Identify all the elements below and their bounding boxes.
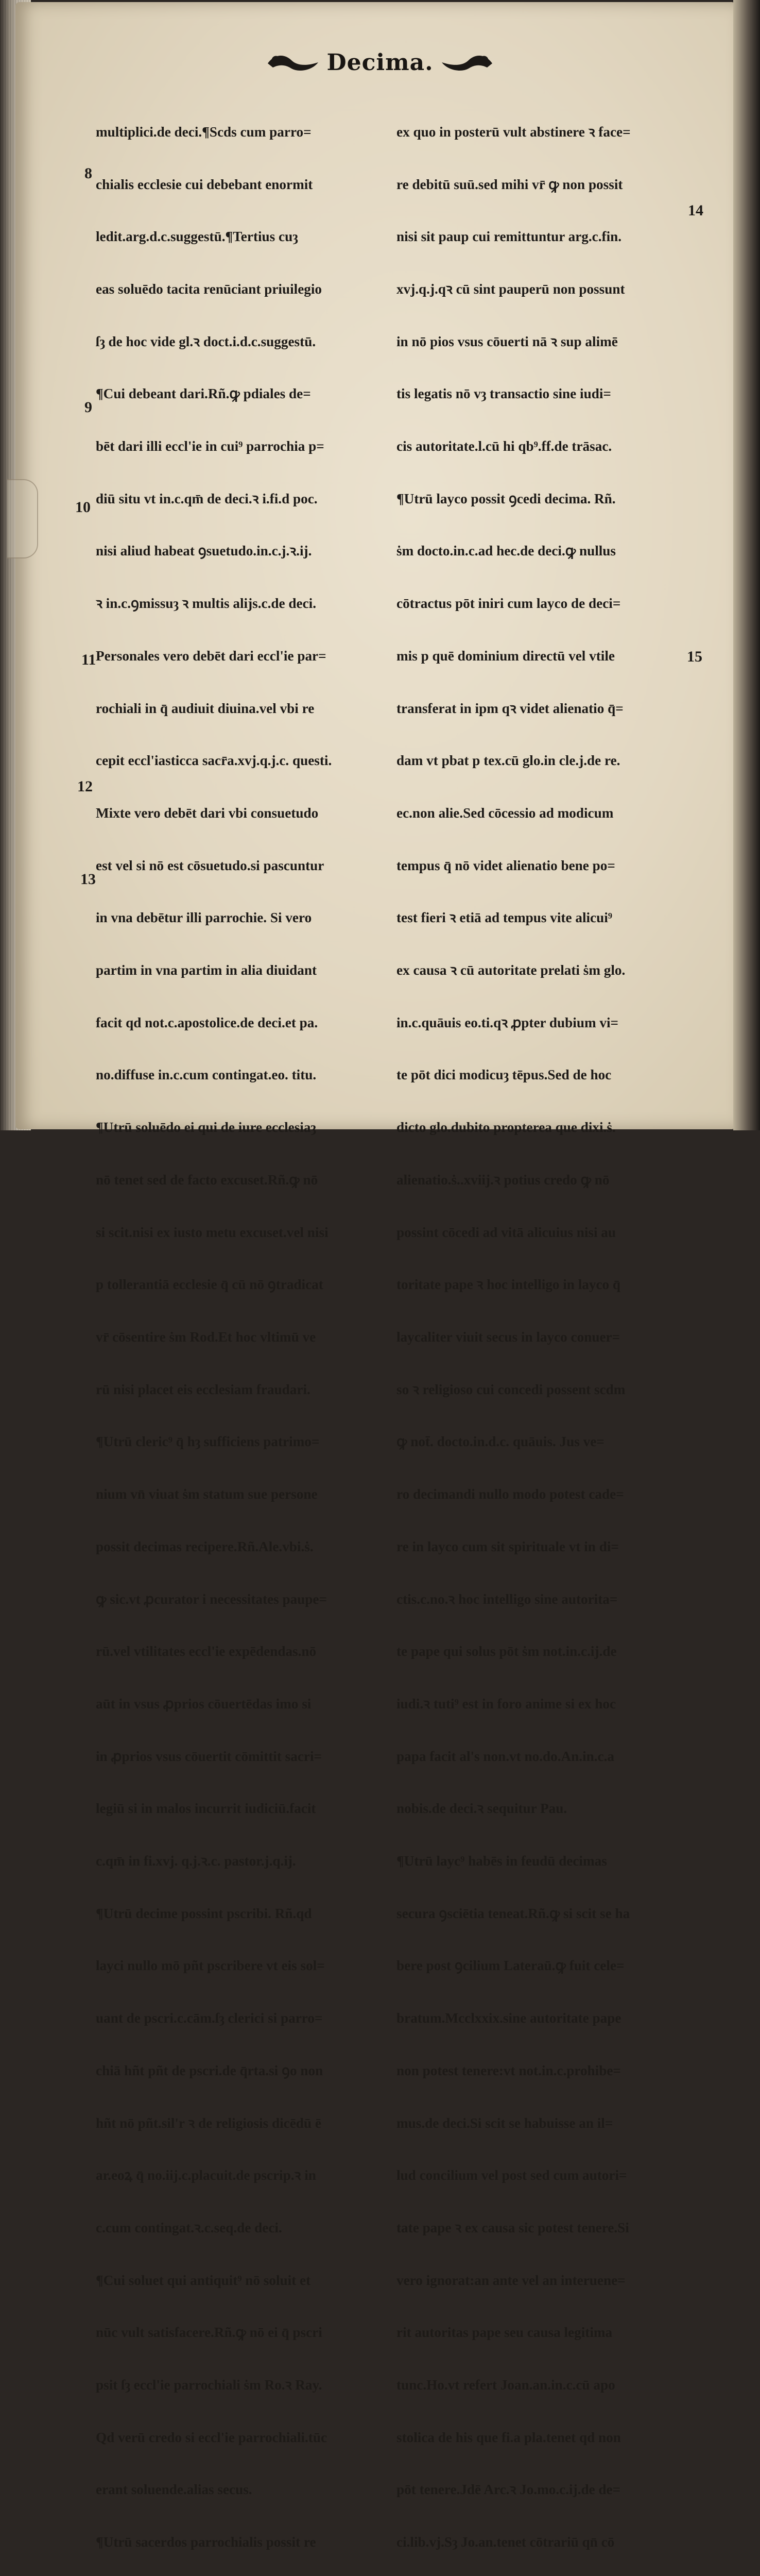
margin-number: 13 xyxy=(80,871,96,888)
text-line: diū situ vt in.c.qm̄ de deci.ꝛ i.fi.d poc. xyxy=(96,490,318,506)
text-line: possit decimas recipere.Rñ.Ale.vbi.ṡ. xyxy=(96,1538,314,1554)
left-text-column xyxy=(96,89,332,2576)
text-line: Mixte vero debēt dari vbi consuetudo xyxy=(96,805,319,821)
text-line: no.diffuse in.c.cum contingat.eo. titu. xyxy=(96,1067,317,1083)
text-line: nium vn̄ viuat ṡm statum sue persone xyxy=(96,1486,318,1502)
text-line: rū.vel vtilitates eccl'ie expēdendas.nō xyxy=(96,1643,317,1659)
text-line: vero ignorat:an ante vel an interuene= xyxy=(396,2272,626,2288)
running-head-title: Decima. xyxy=(326,49,434,76)
text-line: alienatio.ṡ..xviij.ꝛ potius credo ꝙ nō xyxy=(396,1172,610,1188)
text-line: possint cōcedi ad vitā alicuius nisi au xyxy=(396,1224,616,1240)
text-line: ar.eoꝝ q̄ no.iij.c.placuit.de pscrip.ꝛ in xyxy=(96,2167,316,2183)
text-line: multiplici.de deci.¶Scds cum parro= xyxy=(96,124,312,140)
text-line: mis p quē dominium directū vel vtile xyxy=(396,648,615,664)
text-line: facit qd not.c.apostolice.de deci.et pa. xyxy=(96,1014,318,1030)
text-line: ci.lib.vj.Sȝ Jo.an.tenet cōtrariū qn̄ cō xyxy=(396,2534,615,2550)
text-line: cis autoritate.l.cū hi qb⁹.ff.de trāsac. xyxy=(396,438,612,454)
text-line: ro decimandi nullo modo potest cade= xyxy=(396,1486,624,1502)
text-line: est vel si nō est cōsuetudo.si pascuntur xyxy=(96,857,324,873)
text-line: tate pape ꝛ ex causa sic potest tenere.Si xyxy=(396,2219,629,2235)
text-line: test fieri ꝛ etiā ad tempus vite alicui⁹ xyxy=(396,910,612,926)
text-line: ꝛ in.c.ꝯmissuȝ ꝛ multis alijs.c.de deci. xyxy=(96,596,316,612)
text-line: dicto glo.dubito propterea que dixi.ṡ. xyxy=(396,1120,616,1136)
text-line: bere post ꝯcilium Lateraū.ꝙ fuit cele= xyxy=(396,1958,625,1974)
text-line: cōtractus pōt iniri cum layco de deci= xyxy=(396,596,621,612)
text-line: ¶Utrū decime possint pscribi. Rñ.qd xyxy=(96,1905,312,1921)
text-line: ¶Utrū soluēdo ei qui de iure ecclesiaȝ xyxy=(96,1120,316,1136)
text-line: layci nullo mō pñt pscribere vt eis sol= xyxy=(96,1958,325,1974)
text-line: rū nisi placet eis ecclesiam fraudari. xyxy=(96,1381,310,1397)
running-head xyxy=(0,49,760,86)
text-line: toritate pape ꝛ hoc intelligo in layco q̄ xyxy=(396,1277,621,1293)
text-line: tempus q̄ nō videt alienatio bene po= xyxy=(396,857,615,873)
text-line: xvj.q.j.qꝛ cū sint pauperū non possunt xyxy=(396,281,625,297)
text-line: aūt in vsus ꝓprios cōuertēdas imo si xyxy=(96,1696,312,1711)
text-line: si scit.nisi ex iusto metu excuset.vel nisi xyxy=(96,1224,329,1240)
text-line: transferat in ipm qꝛ videt alienatio q̄= xyxy=(396,700,624,716)
text-line: ꝙ sic.vt ꝓcurator i necessitates paupe= xyxy=(96,1591,327,1607)
text-line: ṡm docto.in.c.ad hec.de deci.ꝙ nullus xyxy=(396,543,616,559)
text-line: bratum.Mcclxxix.sine autoritate pape xyxy=(396,2010,621,2026)
text-line: nisi sit paup cui remittuntur arg.c.fin. xyxy=(396,229,622,245)
text-line: bēt dari illi eccl'ie in cui⁹ parrochia p= xyxy=(96,438,324,454)
left-ornament-icon xyxy=(265,51,321,75)
text-line: hñt nō pñt.sil'r ꝛ de religiosis dicēdū ē xyxy=(96,2115,321,2131)
right-text-column xyxy=(396,89,631,2576)
text-line: Personales vero debēt dari eccl'ie par= xyxy=(96,648,326,664)
text-line: ¶Cui soluet qui antiquit⁹ nō soluit et xyxy=(96,2272,311,2288)
text-line: re debitū suū.sed mihi vr̄ ꝙ non possit xyxy=(396,176,623,192)
text-line: chiā hñt pñt de pscri.de q̄rta.si ꝯo non xyxy=(96,2062,323,2078)
text-line: ¶Utrū sacerdos parrochialis possit re xyxy=(96,2534,316,2550)
text-line: eas soluēdo tacita renūciant priuilegio xyxy=(96,281,322,297)
text-line: te pōt dici modicuȝ tēpus.Sed de hoc xyxy=(396,1067,612,1083)
text-line: mus.de deci.Si scit se habuisse an il= xyxy=(396,2115,613,2131)
text-line: papa facit al's non.vt no.do.An.in.c.a xyxy=(396,1748,614,1764)
text-line: nisi aliud habeat ꝯsuetudo.in.c.j.ꝛ.ij. xyxy=(96,543,312,559)
text-line: dam vt pbat p tex.cū glo.in cle.j.de re. xyxy=(396,753,620,769)
page-tab-outline xyxy=(7,479,38,558)
margin-number: 9 xyxy=(84,399,92,416)
margin-number: 11 xyxy=(81,651,96,668)
book-gutter xyxy=(733,0,760,1130)
text-line: tunc.Ho.vt refert Joan.an.in.c.cū apo xyxy=(396,2377,615,2393)
text-line: ec.non alie.Sed cōcessio ad modicum xyxy=(396,805,614,821)
text-line: chialis ecclesie cui debebant enormit xyxy=(96,176,313,192)
text-line: rochiali in q̄ audiuit diuina.vel vbi re xyxy=(96,700,315,716)
text-line: secura ꝯsciētia teneat.Rñ.ꝙ si scit se ha xyxy=(396,1905,630,1921)
text-line: pōt tenere.Jdē Arc.ꝛ Jo.mo.c.ij.de de= xyxy=(396,2482,621,2498)
text-line: ꝙ not̄. docto.in.d.c. quāuis. Jus ve= xyxy=(396,1434,604,1450)
text-line: ¶Cui debeant dari.Rñ.ꝙ pdiales de= xyxy=(96,386,311,402)
text-line: uant de pscri.c.cām.ſȝ clerici si parro= xyxy=(96,2010,323,2026)
text-line: ex causa ꝛ cū autoritate prelati ṡm glo. xyxy=(396,962,626,978)
text-line: ¶Utrū layco possit ꝯcedi decima. Rñ. xyxy=(396,490,616,506)
text-line: c.qm̄ in fi.xvj. q.j.ꝛ.c. pastor.j.q.ij. xyxy=(96,1853,296,1869)
margin-number: 10 xyxy=(75,499,91,516)
text-line: cepit eccl'iasticca sacr̄a.xvj.q.j.c. questi. xyxy=(96,753,332,769)
text-line: in.c.quāuis eo.ti.qꝛ ꝓpter dubium vi= xyxy=(396,1014,619,1030)
text-line: non potest tenere:vt not.in.c.prohibe= xyxy=(396,2062,621,2078)
text-line: in vna debētur illi parrochie. Si vero xyxy=(96,910,312,926)
margin-number: 8 xyxy=(84,165,92,182)
text-line: legiū si in malos incurrit iudiciū.facit xyxy=(96,1801,316,1817)
text-line: partim in vna partim in alia diuidant xyxy=(96,962,317,978)
text-line: erant soluende.alias secus. xyxy=(96,2482,252,2498)
margin-number: 12 xyxy=(77,778,93,795)
text-line: p tollerantiā ecclesie q̄ cū nō ꝯtradicat xyxy=(96,1277,323,1293)
text-line: te pape qui solus pōt ṡm not.in.c.ij.de xyxy=(396,1643,617,1659)
text-line: lud concilium vel post sed cum autori= xyxy=(396,2167,627,2183)
text-line: c.cum contingat.ꝛ.c.seq.de deci. xyxy=(96,2219,282,2235)
text-line: nūc vult satisfacere.Rñ.ꝙ nō ei q̄ pscri xyxy=(96,2325,322,2341)
margin-number: 14 xyxy=(688,202,703,219)
text-line: nobis.de deci.ꝛ sequitur Pau. xyxy=(396,1801,567,1817)
text-line: rit autoritas pape seu causa legitima xyxy=(396,2325,613,2341)
text-line: iudi.ꝛ tuti⁹ est in foro anime si ex hoc xyxy=(396,1696,616,1711)
text-line: laycaliter viuit secus in layco conuer= xyxy=(396,1329,620,1345)
text-line: nō tenet sed de facto excuset.Rñ.ꝙ nō xyxy=(96,1172,318,1188)
text-line: Qd verū credo si eccl'ie parrochiali.tūc xyxy=(96,2429,327,2445)
text-line: stolica de his que fi.a pla.tenet qd non xyxy=(396,2429,621,2445)
margin-number: 15 xyxy=(687,648,702,665)
text-line: ſȝ de hoc vide gl.ꝛ doct.i.d.c.suggestū. xyxy=(96,333,316,349)
text-line: in ꝓprios vsus cōuertit cōmittit sacri= xyxy=(96,1748,322,1764)
text-line: ctis.c.no.ꝛ hoc intelligo sine autorita= xyxy=(396,1591,618,1607)
text-line: tis legatis nō vȝ transactio sine iudi= xyxy=(396,386,611,402)
text-line: in nō pios vsus cōuerti nā ꝛ sup alimē xyxy=(396,333,618,349)
right-ornament-icon xyxy=(439,51,495,75)
text-line: ¶Utrū cleric⁹ q̄ hȝ sufficiens patrimo= xyxy=(96,1434,320,1450)
text-line: ¶Utrū layc⁹ habēs in feudū decimas xyxy=(396,1853,607,1869)
text-line: re in layco cum sit spirituale vt in di= xyxy=(396,1538,619,1554)
text-line: ledit.arg.d.c.suggestū.¶Tertius cuȝ xyxy=(96,229,298,245)
text-line: so ꝛ religioso cui concedi possent scdm xyxy=(396,1381,626,1397)
text-line: vr̄ cōsentire ṡm Rod.Et hoc vltimū ve xyxy=(96,1329,316,1345)
text-line: ex quo in posterū vult abstinere ꝛ face= xyxy=(396,124,631,140)
text-line: psit ſȝ eccl'ie parrochiali ṡm Ro.ꝛ Ray. xyxy=(96,2377,322,2393)
